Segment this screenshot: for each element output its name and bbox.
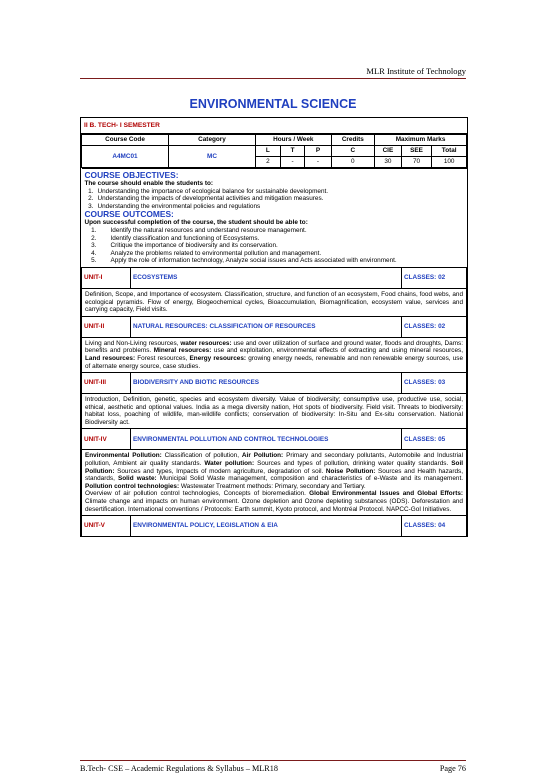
unit-body-row — [82, 337, 467, 372]
unit-text: Living and Non-Living resources, — [85, 339, 181, 347]
objective-item — [85, 188, 464, 196]
unit-topic-label: Water pollution: — [204, 460, 255, 468]
unit-number: UNIT-V — [82, 516, 131, 537]
objective-text: Understanding the importance of ecological balance for sustainable development. — [97, 187, 329, 195]
outcome-number: 4. — [91, 249, 97, 257]
unit-body-row — [82, 288, 467, 316]
objective-number: 2. — [88, 195, 94, 203]
outcome-number: 2. — [91, 234, 97, 242]
hdr-t: T — [280, 146, 305, 157]
objective-number: 1. — [88, 187, 94, 195]
unit-topic-label: water resources: — [180, 339, 232, 347]
unit-number: UNIT-III — [82, 373, 131, 394]
unit-topic-label: Pollution control technologies: — [85, 482, 180, 490]
unit-text: Sources and types of pollution, drinking water quality standards. — [254, 460, 452, 468]
unit-title: BIODIVERSITY AND BIOTIC RESOURCES — [131, 373, 402, 394]
unit-classes: CLASSES: 04 — [402, 516, 467, 537]
page-title: ENVIRONMENTAL SCIENCE — [189, 97, 357, 111]
unit-number: UNIT-I — [82, 267, 131, 288]
unit-text: Definition, Scope, and Importance of ecosystem. Classification, structure, and function of an ecosystem, Food chains, food webs, and ecological pyramids. Flow of energy, Biogeochemical cycles, Bioaccumulation, Biomagnification, ecosystem value, services and carrying capacity, Field visits. — [85, 290, 463, 314]
objective-number: 3. — [88, 202, 94, 210]
unit-body-row — [82, 394, 467, 429]
t-value: - — [280, 157, 305, 168]
header-rule — [80, 78, 466, 79]
unit-topic-label: Global Environmental Issues and Global Efforts: — [309, 490, 463, 498]
course-info-table — [81, 134, 467, 168]
objective-text: Understanding the impacts of developmental activities and mitigation measures. — [97, 195, 324, 203]
unit-classes: CLASSES: 05 — [402, 429, 467, 450]
unit-topic-label: Land resources: — [85, 354, 136, 362]
outcome-text: Analyze the problems related to environmental pollution and management. — [110, 249, 322, 257]
unit-text: use and exploitation, environmental effects of extracting and using mineral resources, — [211, 347, 463, 355]
unit-description — [82, 337, 467, 372]
unit-header-row — [82, 373, 467, 394]
outcome-item — [85, 227, 464, 235]
unit-text: Introduction, Definition, genetic, species and ecosystem diversity. Value of biodiversity; consumptive use, productive use, social, ethical, aesthetic and optional values. India as a mega diversity nation, Hot spots of biodiversity. Field visit. Threats to biodiversity: habitat loss, poaching of wildlife, man-wildlife conflicts; conservation of biodiversity: In-Situ and Ex-situ conservation. National Biodiversity act. — [85, 396, 463, 426]
outcome-number: 1. — [91, 226, 97, 234]
hdr-l: L — [256, 146, 281, 157]
unit-classes: CLASSES: 03 — [402, 373, 467, 394]
outcome-text: Identify the natural resources and understand resource management. — [110, 226, 307, 234]
see-value: 70 — [401, 157, 432, 168]
unit-text: Overview of air pollution control technologies, Concepts of bioremediation. — [85, 490, 306, 498]
units-body — [82, 267, 467, 536]
col-course-code: Course Code — [82, 135, 169, 146]
outcome-text: Apply the role of information technology, Analyze social issues and Acts associated with environment. — [110, 257, 397, 265]
unit-classes: CLASSES: 02 — [402, 267, 467, 288]
course-code-value: A4MC01 — [82, 146, 169, 168]
course-objectives-section — [82, 169, 467, 268]
unit-header-row — [82, 267, 467, 288]
content-table — [81, 168, 467, 537]
unit-header-row — [82, 516, 467, 537]
objective-text: Understanding the environmental policies and regulations — [97, 202, 261, 210]
unit-text: Municipal Solid Waste management, composition and characteristics of e-Waste and its management. — [156, 475, 463, 483]
objectives-lead: The course should enable the students to: — [84, 180, 214, 187]
semester-label: II B. TECH- I SEMESTER — [81, 118, 467, 134]
outcomes-lead: Upon successful completion of the course, the student should be able to: — [84, 219, 308, 227]
col-hours: Hours / Week — [256, 135, 332, 146]
unit-text: Primary and secondary pollutants, Automobile and Industrial pollution, Ambient air quality standards. — [85, 452, 463, 468]
outcome-number: 3. — [91, 242, 97, 250]
unit-title: NATURAL RESOURCES: CLASSIFICATION OF RESOURCES — [131, 316, 402, 337]
page-number: Page 76 — [439, 764, 466, 773]
unit-classes: CLASSES: 02 — [402, 316, 467, 337]
unit-text: growing energy needs, renewable and non renewable energy sources, use of alternate energy source, case studies. — [85, 354, 463, 370]
unit-text: Forest resources, — [135, 354, 190, 362]
total-value: 100 — [432, 157, 467, 168]
hdr-see: SEE — [401, 146, 432, 157]
unit-description — [82, 450, 467, 516]
syllabus-sheet — [80, 117, 468, 537]
outcomes-heading: COURSE OUTCOMES: — [84, 209, 174, 220]
unit-topic-label: Soil Pollution: — [85, 460, 463, 475]
category-value: MC — [169, 146, 256, 168]
unit-topic-label: Energy resources: — [189, 354, 247, 362]
unit-topic-label: Air Pollution: — [241, 452, 284, 460]
unit-number: UNIT-IV — [82, 429, 131, 450]
hdr-cie: CIE — [375, 146, 402, 157]
cie-value: 30 — [375, 157, 402, 168]
col-category: Category — [169, 135, 256, 146]
outcome-item — [85, 257, 464, 265]
footer-left: B.Tech- CSE – Academic Regulations & Syllabus – MLR18 — [80, 764, 278, 773]
l-value: 2 — [256, 157, 281, 168]
unit-header-row — [82, 429, 467, 450]
unit-topic-label: Solid waste: — [117, 475, 157, 483]
p-value: - — [305, 157, 331, 168]
unit-text: use and over utilization of surface and ground water, floods and droughts, Dams: benefits and problems. — [85, 339, 463, 355]
unit-text: Sources and types, Impacts of modern agriculture, degradation of soil. — [114, 467, 326, 475]
footer-rule — [80, 760, 466, 761]
hdr-c: C — [331, 146, 375, 157]
unit-title: ENVIRONMENTAL POLLUTION AND CONTROL TECHNOLOGIES — [131, 429, 402, 450]
unit-text: Classification of pollution, — [161, 452, 242, 460]
col-credits: Credits — [331, 135, 375, 146]
unit-title: ENVIRONMENTAL POLICY, LEGISLATION & EIA — [131, 516, 402, 537]
unit-description — [82, 394, 467, 429]
outcome-item — [85, 235, 464, 243]
unit-text: Sources and Health hazards, standards, — [85, 467, 464, 483]
unit-title: ECOSYSTEMS — [131, 267, 402, 288]
unit-topic-label: Noise Pollution: — [325, 467, 376, 475]
objectives-heading: COURSE OBJECTIVES: — [84, 170, 179, 180]
unit-topic-label: Mineral resources: — [153, 347, 212, 355]
institute-header: MLR Institute of Technology — [366, 66, 466, 76]
unit-number: UNIT-II — [82, 316, 131, 337]
outcome-item — [85, 242, 464, 250]
hdr-p: P — [305, 146, 331, 157]
unit-text: Climate change and impacts on human environment. Ozone depletion and Ozone depleting substances (ODS). Deforestation and desertification. International conventions / Protocols: Earth summit, Kyoto protocol, and Montréal Protocol. NAPCC-GoI Initiatives. — [85, 498, 463, 513]
outcome-text: Critique the importance of biodiversity and its conservation. — [110, 242, 278, 250]
outcome-text: Identify classification and functioning of Ecosystems. — [110, 234, 260, 242]
outcomes-list — [85, 227, 464, 265]
unit-topic-label: Environmental Pollution: — [85, 452, 162, 460]
col-marks: Maximum Marks — [375, 135, 467, 146]
objectives-list — [85, 188, 464, 211]
unit-header-row — [82, 316, 467, 337]
unit-description — [82, 288, 467, 316]
c-value: 0 — [331, 157, 375, 168]
unit-text: Wastewater Treatment methods: Primary, secondary and Tertiary. — [179, 482, 366, 490]
outcome-item — [85, 250, 464, 258]
unit-body-row — [82, 450, 467, 516]
hdr-total: Total — [432, 146, 467, 157]
objective-item — [85, 195, 464, 203]
outcome-number: 5. — [91, 257, 97, 265]
